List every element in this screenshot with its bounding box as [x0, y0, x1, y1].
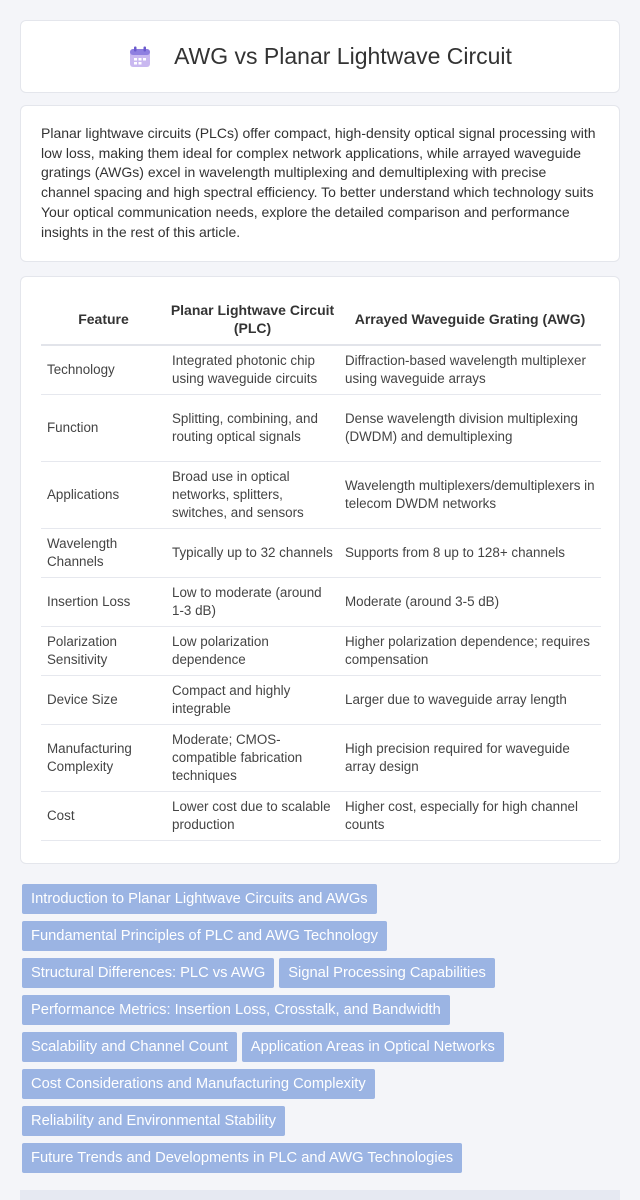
- feature-cell: Function: [41, 395, 166, 462]
- plc-cell: Broad use in optical networks, splitters, switches, and sensors: [166, 462, 339, 529]
- table-row: [41, 676, 601, 725]
- table-row: [41, 395, 601, 462]
- page-title: AWG vs Planar Lightwave Circuit: [174, 43, 512, 69]
- topic-tag[interactable]: Fundamental Principles of PLC and AWG Technology: [22, 921, 387, 951]
- plc-cell: Compact and highly integrable: [166, 676, 339, 725]
- table-row: [41, 578, 601, 627]
- table-row: [41, 346, 601, 395]
- plc-cell: Lower cost due to scalable production: [166, 792, 339, 841]
- awg-cell: Higher cost, especially for high channel counts: [339, 792, 601, 841]
- feature-cell: Device Size: [41, 676, 166, 725]
- feature-cell: Applications: [41, 462, 166, 529]
- plc-cell: Integrated photonic chip using waveguide circuits: [166, 346, 339, 395]
- topic-tag[interactable]: Scalability and Channel Count: [22, 1032, 237, 1062]
- awg-cell: Dense wavelength division multiplexing (DWDM) and demultiplexing: [339, 395, 601, 462]
- awg-cell: Moderate (around 3-5 dB): [339, 578, 601, 627]
- feature-cell: Manufacturing Complexity: [41, 725, 166, 792]
- feature-cell: Technology: [41, 346, 166, 395]
- intro-card: [20, 105, 620, 262]
- intro-text: Planar lightwave circuits (PLCs) offer compact, high-density optical signal processing with low loss, making them ideal for complex network applications, while arrayed waveguide gratings (AWGs) excel in wavelength multiplexing and demultiplexing with precise channel spacing and high spectral efficiency. To better understand which technology suits Your optical communication needs, explore the detailed comparison and performance insights in the rest of this article.: [41, 125, 596, 240]
- topic-tag-list: [22, 884, 622, 1180]
- table-row: [41, 529, 601, 578]
- column-header: Planar Lightwave Circuit (PLC): [166, 294, 339, 346]
- column-header: Feature: [41, 294, 166, 346]
- calendar-icon: [128, 45, 152, 69]
- topic-tag[interactable]: Cost Considerations and Manufacturing Complexity: [22, 1069, 375, 1099]
- comparison-table: [41, 294, 601, 841]
- topic-tag[interactable]: Reliability and Environmental Stability: [22, 1106, 285, 1136]
- topic-tag[interactable]: Structural Differences: PLC vs AWG: [22, 958, 274, 988]
- plc-cell: Typically up to 32 channels: [166, 529, 339, 578]
- topic-tag[interactable]: Performance Metrics: Insertion Loss, Crosstalk, and Bandwidth: [22, 995, 450, 1025]
- awg-cell: Wavelength multiplexers/demultiplexers in telecom DWDM networks: [339, 462, 601, 529]
- footer-bar: [20, 1190, 620, 1200]
- feature-cell: Cost: [41, 792, 166, 841]
- awg-cell: Diffraction-based wavelength multiplexer using waveguide arrays: [339, 346, 601, 395]
- topic-tag[interactable]: Future Trends and Developments in PLC and AWG Technologies: [22, 1143, 462, 1173]
- plc-cell: Splitting, combining, and routing optical signals: [166, 395, 339, 462]
- awg-cell: High precision required for waveguide array design: [339, 725, 601, 792]
- column-header: Arrayed Waveguide Grating (AWG): [339, 294, 601, 346]
- comparison-table-card: [20, 276, 620, 864]
- topic-tag[interactable]: Signal Processing Capabilities: [279, 958, 495, 988]
- awg-cell: Higher polarization dependence; requires compensation: [339, 627, 601, 676]
- feature-cell: Polarization Sensitivity: [41, 627, 166, 676]
- table-row: [41, 462, 601, 529]
- feature-cell: Insertion Loss: [41, 578, 166, 627]
- feature-cell: Wavelength Channels: [41, 529, 166, 578]
- topic-tag[interactable]: Application Areas in Optical Networks: [242, 1032, 504, 1062]
- table-header-row: [41, 294, 601, 346]
- header-card: [20, 20, 620, 93]
- awg-cell: Supports from 8 up to 128+ channels: [339, 529, 601, 578]
- table-row: [41, 627, 601, 676]
- awg-cell: Larger due to waveguide array length: [339, 676, 601, 725]
- table-row: [41, 725, 601, 792]
- plc-cell: Low to moderate (around 1-3 dB): [166, 578, 339, 627]
- topic-tag[interactable]: Introduction to Planar Lightwave Circuits and AWGs: [22, 884, 377, 914]
- plc-cell: Low polarization dependence: [166, 627, 339, 676]
- plc-cell: Moderate; CMOS-compatible fabrication techniques: [166, 725, 339, 792]
- table-row: [41, 792, 601, 841]
